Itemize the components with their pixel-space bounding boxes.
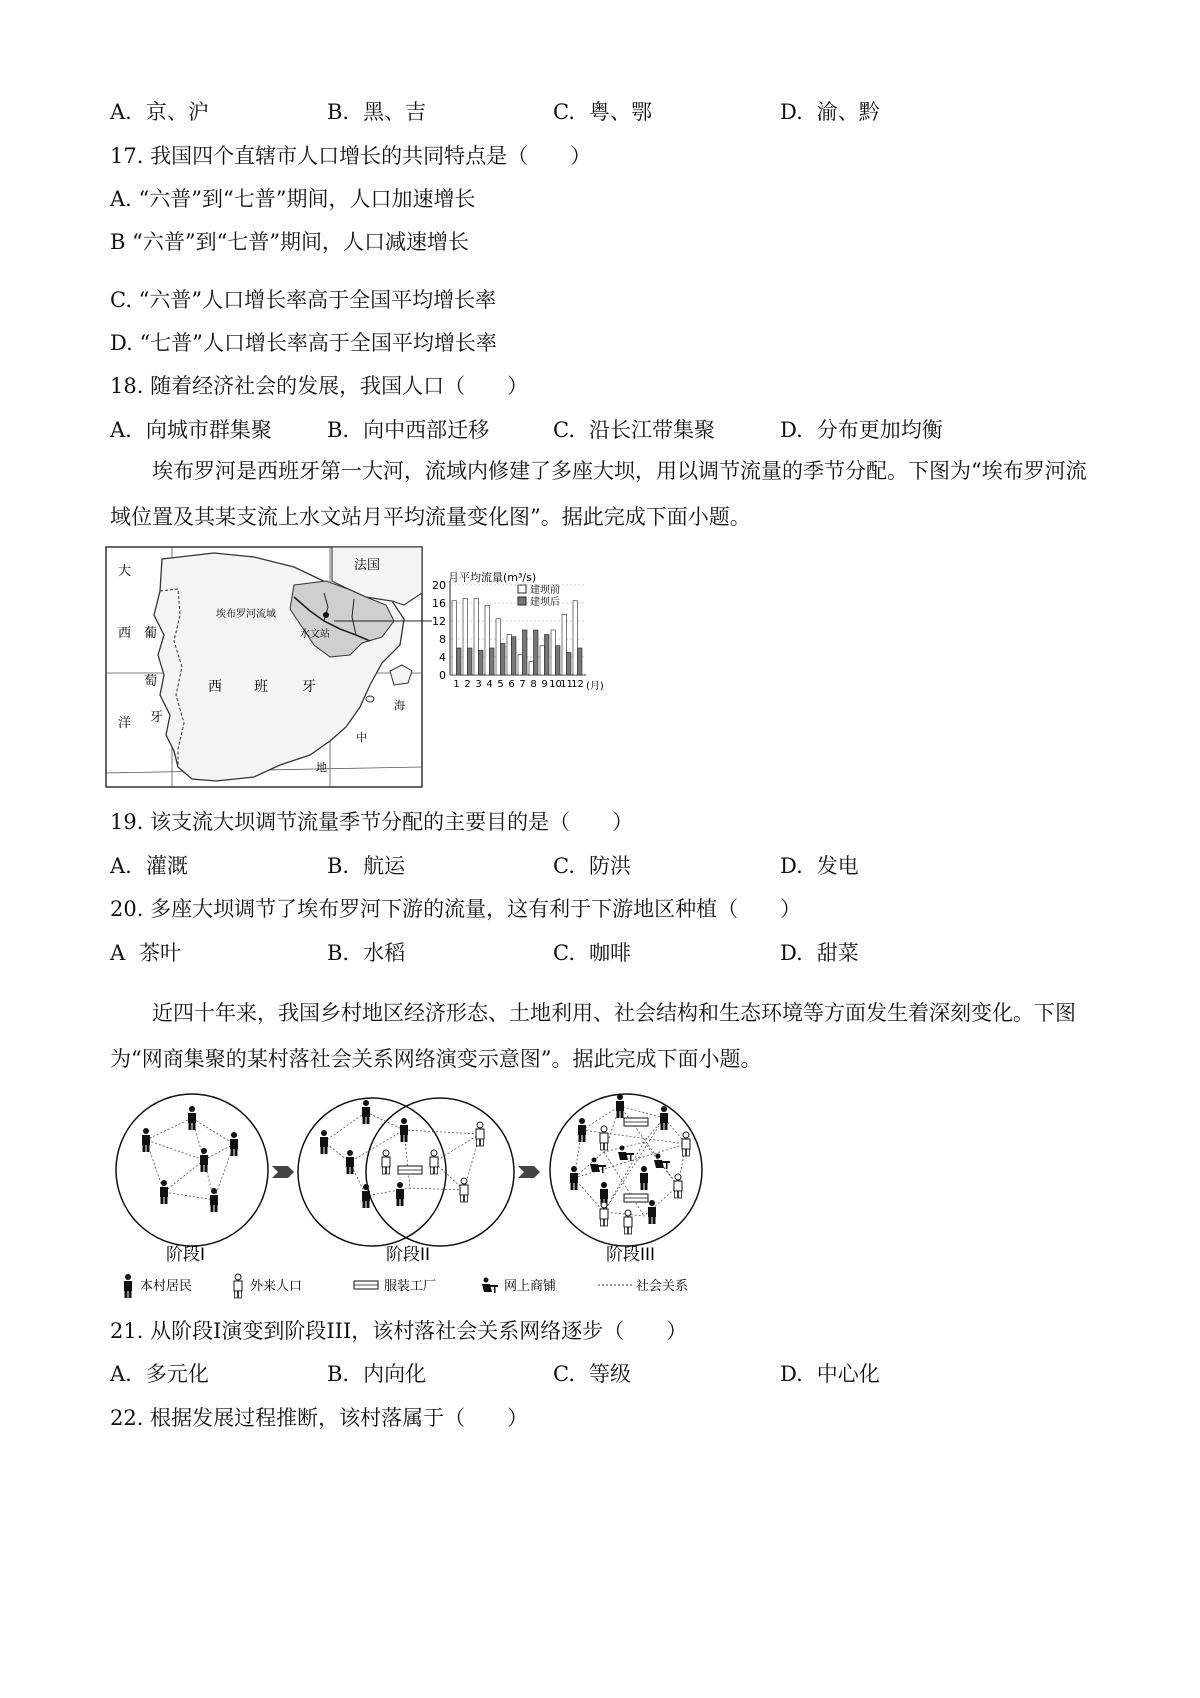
resident-icon xyxy=(200,1148,208,1172)
resident-icon xyxy=(570,1166,578,1190)
label-med-3: 地 xyxy=(316,761,327,774)
legend-resident: 本村居民 xyxy=(140,1279,193,1294)
chart-ytick: 12 xyxy=(432,615,446,628)
migrant-icon xyxy=(234,1274,242,1298)
q19-option-b[interactable]: B. 航运 xyxy=(327,854,406,878)
chart-legend xyxy=(518,583,560,608)
stage-3-network xyxy=(550,1094,702,1246)
bar-before-dam xyxy=(573,601,578,675)
migrant-icon xyxy=(382,1150,390,1174)
bar-before-dam xyxy=(496,619,501,675)
chart-xtick: 1 xyxy=(453,679,460,690)
q18-options xyxy=(110,414,1110,444)
stage-2-circle-left xyxy=(298,1098,446,1246)
q16-option-a[interactable]: A. 京、沪 xyxy=(110,100,209,124)
bar-before-dam xyxy=(463,599,468,676)
q16-option-b[interactable]: B. 黑、吉 xyxy=(327,100,427,124)
label-spain-3: 牙 xyxy=(302,679,316,695)
legend-relation: 社会关系 xyxy=(636,1279,689,1294)
resident-icon xyxy=(362,1100,370,1124)
stage-2-network xyxy=(298,1098,514,1246)
resident-icon xyxy=(362,1184,370,1208)
migrant-icon xyxy=(600,1202,608,1226)
resident-icon xyxy=(160,1180,168,1204)
migrant-icon xyxy=(430,1150,438,1174)
q19-option-a[interactable]: A. 灌溉 xyxy=(110,854,188,878)
chart-ytick: 4 xyxy=(439,651,446,664)
factory-icon xyxy=(624,1194,648,1202)
q21-stem: 21. 从阶段I演变到阶段III，该村落社会关系网络逐步（ ） xyxy=(110,1319,688,1343)
q20-option-c[interactable]: C. 咖啡 xyxy=(553,941,631,965)
ibiza-island xyxy=(366,696,374,702)
label-atlantic-2: 西 xyxy=(118,626,132,641)
stage-1-network xyxy=(116,1094,268,1246)
label-med-2: 中 xyxy=(356,731,367,744)
label-france: 法国 xyxy=(354,558,381,573)
legend-swatch-after xyxy=(518,597,526,605)
resident-icon xyxy=(188,1106,196,1130)
chart-xtick: 10 xyxy=(549,679,562,690)
resident-icon xyxy=(230,1132,238,1156)
label-spain-2: 班 xyxy=(254,679,268,695)
q20-option-a[interactable]: A 茶叶 xyxy=(110,941,182,965)
stage-1-label: 阶段I xyxy=(166,1245,206,1265)
factory-icon xyxy=(398,1166,422,1174)
migrant-icon xyxy=(682,1132,690,1156)
stage-2-label: 阶段II xyxy=(386,1245,431,1265)
resident-icon xyxy=(578,1118,586,1142)
q17-option-c[interactable]: C. “六普”人口增长率高于全国平均增长率 xyxy=(110,288,497,312)
resident-icon xyxy=(616,1094,624,1118)
hydrological-station-marker xyxy=(323,612,329,618)
q18-option-d[interactable]: D. 分布更加均衡 xyxy=(780,418,943,442)
passage-ebro: 埃布罗河是西班牙第一大河，流域内修建了多座大坝，用以调节流量的季节分配。下图为“埃布罗河流域位置及其某支流上水文站月平均流量变化图”。据此完成下面小题。 xyxy=(110,459,1087,529)
chart-xtick: 7 xyxy=(519,679,526,690)
q18-option-c[interactable]: C. 沿长江带集聚 xyxy=(553,418,715,442)
online-shop-icon xyxy=(654,1154,670,1170)
bar-before-dam xyxy=(452,601,457,675)
resident-icon xyxy=(660,1106,668,1130)
chart-xtick: 12 xyxy=(571,679,584,690)
q20-option-b[interactable]: B. 水稻 xyxy=(327,941,406,965)
online-shop-icon xyxy=(618,1146,634,1162)
chart-ytick: 0 xyxy=(439,669,446,682)
chart-xtick: 5 xyxy=(497,679,504,690)
chart-ytick: 20 xyxy=(432,579,446,592)
factory-icon xyxy=(624,1118,648,1126)
legend-before: 建坝前 xyxy=(530,585,560,596)
bar-after-dam xyxy=(523,630,528,675)
q19-option-d[interactable]: D. 发电 xyxy=(780,854,859,878)
chart-xtick: 2 xyxy=(464,679,471,690)
label-atlantic-3: 洋 xyxy=(118,716,132,731)
resident-icon xyxy=(346,1150,354,1174)
resident-icon xyxy=(648,1200,656,1224)
network-legend xyxy=(124,1274,688,1298)
q19-stem: 19. 该支流大坝调节流量季节分配的主要目的是（ ） xyxy=(110,810,634,834)
q20-option-d[interactable]: D. 甜菜 xyxy=(780,941,859,965)
village-network-figure xyxy=(104,1082,724,1300)
migrant-icon xyxy=(460,1178,468,1202)
chart-xtick: 11 xyxy=(560,679,573,690)
resident-icon xyxy=(640,1166,648,1190)
bar-after-dam xyxy=(468,648,473,675)
resident-icon xyxy=(396,1182,404,1206)
chart-xlabel: (月) xyxy=(586,681,604,692)
migrant-icon xyxy=(624,1210,632,1234)
legend-migrant: 外来人口 xyxy=(250,1279,303,1294)
q19-options xyxy=(110,850,1110,880)
bar-after-dam xyxy=(490,648,495,675)
legend-online-shop: 网上商铺 xyxy=(504,1279,557,1294)
label-spain-1: 西 xyxy=(208,679,222,695)
q22-stem: 22. 根据发展过程推断，该村落属于（ ） xyxy=(110,1406,529,1430)
bar-before-dam xyxy=(485,605,490,675)
bar-after-dam xyxy=(457,648,462,675)
resident-icon xyxy=(400,1118,408,1142)
migrant-icon xyxy=(674,1174,682,1198)
q18-option-a[interactable]: A. 向城市群集聚 xyxy=(110,418,272,442)
resident-icon xyxy=(210,1188,218,1212)
bar-after-dam xyxy=(534,630,539,675)
bar-after-dam xyxy=(479,650,484,675)
label-portugal-3: 牙 xyxy=(150,710,164,725)
label-ebro-basin: 埃布罗河流域 xyxy=(216,609,276,620)
legend-swatch-before xyxy=(518,585,526,593)
chart-ytick: 8 xyxy=(439,633,446,646)
q21-options xyxy=(110,1358,1110,1388)
q18-option-b[interactable]: B. 向中西部迁移 xyxy=(327,418,490,442)
q21-option-a[interactable]: A. 多元化 xyxy=(110,1362,209,1386)
passage-village: 近四十年来，我国乡村地区经济形态、土地利用、社会结构和生态环境等方面发生着深刻变化。下图为“网商集聚的某村落社会关系网络演变示意图”。据此完成下面小题。 xyxy=(110,1001,1076,1071)
q20-options xyxy=(110,937,1110,967)
chart-xtick: 4 xyxy=(486,679,493,690)
q21-option-d[interactable]: D. 中心化 xyxy=(780,1362,880,1386)
bar-before-dam xyxy=(551,630,556,675)
migrant-icon xyxy=(600,1126,608,1150)
q20-stem: 20. 多座大坝调节了埃布罗河下游的流量，这有利于下游地区种植（ ） xyxy=(110,897,802,921)
label-portugal-2: 萄 xyxy=(144,674,158,689)
arrow-right-icon xyxy=(518,1166,540,1178)
resident-icon xyxy=(142,1128,150,1152)
chart-xtick: 9 xyxy=(541,679,548,690)
legend-after: 建坝后 xyxy=(530,597,560,608)
label-med-1: 海 xyxy=(394,699,405,712)
stage-3-label: 阶段III xyxy=(606,1245,656,1265)
online-shop-icon xyxy=(482,1278,498,1294)
resident-icon xyxy=(124,1274,132,1298)
q16-options xyxy=(110,96,1110,126)
bar-after-dam xyxy=(556,646,561,675)
chart-title: 月平均流量(m³/s) xyxy=(448,571,537,584)
bar-before-dam xyxy=(529,662,534,676)
q17-stem: 17. 我国四个直辖市人口增长的共同特点是（ ） xyxy=(110,144,592,168)
bar-after-dam xyxy=(567,653,572,676)
chart-xtick: 3 xyxy=(475,679,482,690)
bar-after-dam xyxy=(501,644,506,676)
bar-after-dam xyxy=(578,648,583,675)
label-station: 水文站 xyxy=(300,629,330,640)
bar-before-dam xyxy=(540,646,545,675)
ebro-map-figure xyxy=(104,545,624,791)
q17-option-a[interactable]: A. “六普”到“七普”期间，人口加速增长 xyxy=(110,187,476,211)
q21-option-b[interactable]: B. 内向化 xyxy=(327,1362,427,1386)
q18-stem: 18. 随着经济社会的发展，我国人口（ ） xyxy=(110,374,529,398)
chart-xtick: 6 xyxy=(508,679,515,690)
bar-before-dam xyxy=(474,599,479,676)
q16-option-d[interactable]: D. 渝、黔 xyxy=(780,100,880,124)
bar-before-dam xyxy=(518,655,523,675)
chart-ytick: 16 xyxy=(432,597,446,610)
flow-bar-chart xyxy=(432,570,604,692)
chart-xtick: 8 xyxy=(530,679,537,690)
label-atlantic-1: 大 xyxy=(118,564,132,579)
q19-option-c[interactable]: C. 防洪 xyxy=(553,854,631,878)
q21-option-c[interactable]: C. 等级 xyxy=(553,1362,631,1386)
label-portugal-1: 葡 xyxy=(144,626,158,641)
arrow-right-icon xyxy=(272,1166,294,1178)
q16-option-c[interactable]: C. 粤、鄂 xyxy=(553,100,652,124)
bar-after-dam xyxy=(512,637,517,675)
bar-after-dam xyxy=(545,635,550,676)
bar-before-dam xyxy=(507,635,512,676)
bar-before-dam xyxy=(562,614,567,675)
online-shop-icon xyxy=(590,1158,606,1174)
legend-factory: 服装工厂 xyxy=(384,1279,437,1294)
factory-icon xyxy=(354,1281,378,1289)
q17-option-d[interactable]: D. “七普”人口增长率高于全国平均增长率 xyxy=(110,331,497,355)
q17-option-b[interactable]: B “六普”到“七普”期间，人口减速增长 xyxy=(110,230,470,254)
migrant-icon xyxy=(476,1122,484,1146)
resident-icon xyxy=(320,1130,328,1154)
